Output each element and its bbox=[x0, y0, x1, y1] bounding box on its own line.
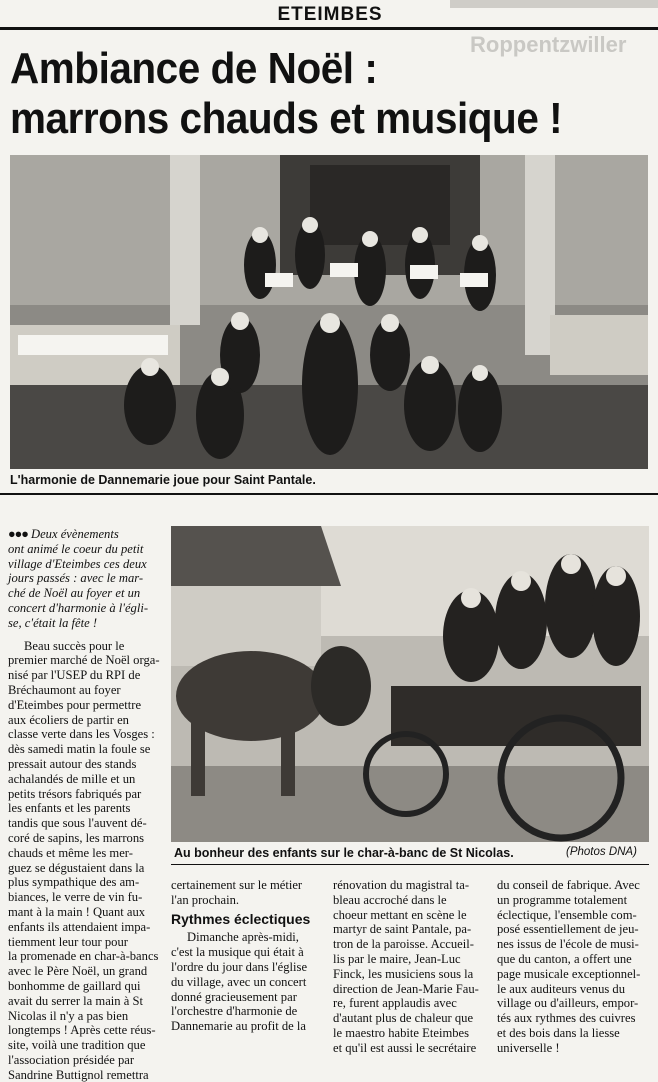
body-line: éclectique, l'ensemble com- bbox=[497, 907, 637, 922]
body-line: lis par le maire, Jean-Luc bbox=[333, 951, 461, 966]
body-line: classe verte dans les Vosges : bbox=[8, 727, 155, 742]
body-line: bleau accroché dans le bbox=[333, 892, 447, 907]
body-line: achalandés de mille et un bbox=[8, 771, 136, 786]
body-line: re, furent applaudis avec bbox=[333, 996, 457, 1011]
body-line: Sandrine Buttignol remettra bbox=[8, 1067, 149, 1082]
body-line: mant à la main ! Quant aux bbox=[8, 904, 146, 919]
body-line: Finck, les musiciens sous la bbox=[333, 966, 474, 981]
body-line: d'autant plus de chaleur que bbox=[333, 1011, 474, 1026]
body-line: village ou d'ailleurs, empor- bbox=[497, 996, 639, 1011]
body-line: certainement sur le métier bbox=[171, 878, 303, 892]
body-line: la promenade en char-à-bancs bbox=[8, 949, 159, 964]
body-line: l'ordre du jour dans l'église bbox=[171, 959, 308, 974]
body-line: dès samedi matin la foule se bbox=[8, 742, 151, 757]
body-line: nisé par l'USEP du RPI de bbox=[8, 668, 141, 683]
body-line: et qu'il est aussi le secrétaire bbox=[333, 1040, 477, 1055]
body-line: tiemment leur tour pour bbox=[8, 934, 128, 949]
article-column-4 bbox=[497, 878, 649, 1056]
body-line: posé essentiellement de jeu- bbox=[497, 922, 639, 937]
divider bbox=[171, 864, 649, 865]
headline bbox=[10, 44, 599, 144]
lead-line: concert d'harmonie à l'égli- bbox=[8, 600, 149, 615]
body-line: l'an prochain. bbox=[171, 892, 240, 907]
lead-bullets: ●●● bbox=[8, 527, 28, 541]
body-line: le maestro habite Eteimbes bbox=[333, 1025, 470, 1040]
body-line: martyr de saint Pantale, pa- bbox=[333, 922, 472, 937]
body-line: l'association présidée par bbox=[8, 1052, 135, 1067]
body-line: l'orchestre d'harmonie de bbox=[171, 1004, 298, 1019]
body-line: enfants ils attendaient impa- bbox=[8, 919, 151, 934]
body-line: tandis que sous l'auvent dé- bbox=[8, 816, 147, 831]
lead-paragraph bbox=[8, 527, 160, 631]
body-line: d'Eteimbes pour permettre bbox=[8, 697, 142, 712]
body-line: biances, le verre de vin fu- bbox=[8, 890, 143, 905]
body-line: et des bois dans la liesse bbox=[497, 1025, 620, 1040]
article-column-1 bbox=[8, 527, 160, 1082]
body-line: rénovation du magistral ta- bbox=[333, 878, 470, 892]
cart-photo bbox=[171, 526, 649, 842]
article-column-2 bbox=[171, 878, 323, 1034]
article-column-3 bbox=[333, 878, 487, 1056]
body-line: les enfants et les parents bbox=[8, 801, 131, 816]
body-line: coré de sapins, les marrons bbox=[8, 830, 145, 845]
body-line: chauds et même les mer- bbox=[8, 845, 133, 860]
body-line: avait du serrer la main à St bbox=[8, 993, 143, 1008]
body-line: nes issus de l'école de musi- bbox=[497, 937, 639, 952]
body-line: aux écoliers de partir en bbox=[8, 712, 129, 727]
lead-line: se, c'était la fête ! bbox=[8, 615, 98, 630]
body-line: Beau succès pour le bbox=[24, 638, 125, 653]
body-line: que du canton, a offert une bbox=[497, 951, 632, 966]
body-line: Dimanche après-midi, bbox=[187, 930, 299, 945]
body-line: Nicolas il n'y a pas bien bbox=[8, 1008, 129, 1023]
body-line: longtemps ! Après cette réus- bbox=[8, 1023, 156, 1038]
body-line: universelle ! bbox=[497, 1040, 560, 1055]
body-line: un programme totalement bbox=[497, 892, 628, 907]
lead-line: Deux évènements bbox=[30, 527, 119, 541]
body-line: avec le Père Noël, un grand bbox=[8, 964, 148, 979]
body-line: donné gracieusement par bbox=[171, 989, 297, 1004]
concert-photo-caption: L'harmonie de Dannemarie joue pour Saint Pantale. bbox=[10, 473, 316, 487]
divider bbox=[0, 493, 658, 495]
lead-line: village d'Eteimbes ces deux bbox=[8, 556, 147, 571]
section-header bbox=[0, 0, 658, 30]
photo-credit: (Photos DNA) bbox=[566, 846, 637, 858]
body-line: c'est la musique qui était à bbox=[171, 945, 304, 960]
body-line: guez se dégustaient dans la bbox=[8, 860, 145, 875]
body-line: pressait autour des stands bbox=[8, 756, 137, 771]
body-line: bonhomme de gaillard qui bbox=[8, 978, 141, 993]
body-line: tés aux rythmes des cuivres bbox=[497, 1011, 636, 1026]
body-line: direction de Jean-Marie Fau- bbox=[333, 981, 479, 996]
lead-line: ché de Noël au foyer et un bbox=[8, 586, 141, 601]
section-name: ETEIMBES bbox=[277, 4, 383, 25]
headline-line-2: marrons chauds et musique ! bbox=[10, 94, 563, 143]
headline-line-1: Ambiance de Noël : bbox=[10, 44, 378, 93]
concert-photo bbox=[10, 155, 648, 469]
body-line: tron de la paroisse. Accueil- bbox=[333, 937, 474, 952]
body-line: Dannemarie au profit de la bbox=[171, 1019, 306, 1034]
cart-photo-caption: Au bonheur des enfants sur le char-à-banc de St Nicolas. bbox=[174, 846, 514, 860]
lead-line: jours passés : avec le mar- bbox=[8, 571, 144, 586]
body-line: site, voilà une tradition que bbox=[8, 1038, 146, 1053]
body-line: page musicale exceptionnel- bbox=[497, 966, 641, 981]
body-line: choeur mettant en scène le bbox=[333, 907, 467, 922]
body-line: premier marché de Noël orga- bbox=[8, 653, 160, 668]
body-line: du conseil de fabrique. Avec bbox=[497, 878, 640, 892]
body-line: petits trésors fabriqués par bbox=[8, 786, 142, 801]
body-line: le aux auditeurs venus du bbox=[497, 981, 626, 996]
lead-line: ont animé le coeur du petit bbox=[8, 541, 144, 556]
bleed-through-headline: Roppentzwiller bbox=[470, 32, 627, 57]
body-line: plus sympathique des am- bbox=[8, 875, 140, 890]
subheading: Rythmes éclectiques bbox=[171, 910, 311, 927]
body-line: du village, avec un concert bbox=[171, 974, 307, 989]
body-line: Bréchaumont au foyer bbox=[8, 682, 121, 697]
